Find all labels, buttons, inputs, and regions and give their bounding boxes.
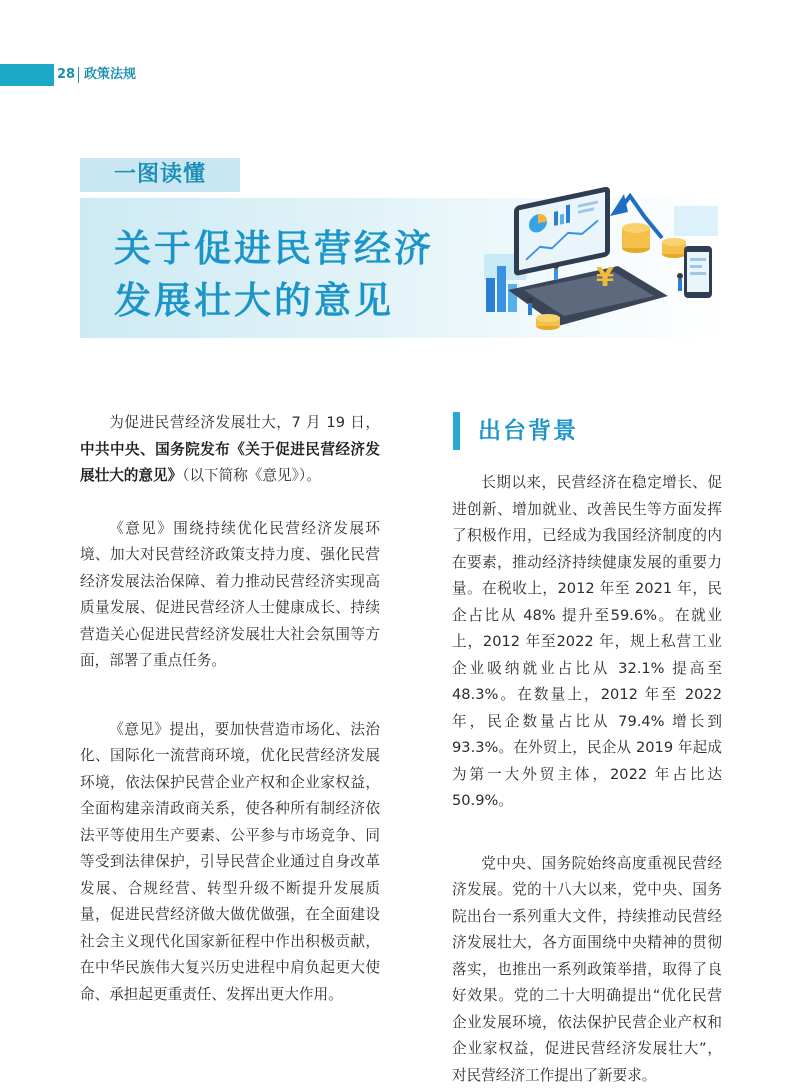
right-column — [452, 470, 722, 1089]
banner-tag: 一图读懂 — [80, 158, 240, 192]
section-title: 政策法规 — [84, 67, 137, 82]
section-heading: 出台背景 — [478, 418, 578, 444]
page-title-line1: 关于促进民营经济 — [114, 227, 434, 270]
body-paragraph-2: 《意见》围绕持续优化民营经济发展环境、加大对民营经济政策支持力度、强化民营经济发展法治保障、着力推动民营经济实现高质量发展、促进民营经济人士健康成长、持续营造关心促进民营经济发展壮大社会氛围等方面，部署了重点任务。 — [80, 519, 380, 669]
background-paragraph-2: 党中央、国务院始终高度重视民营经济发展。党的十八大以来，党中央、国务院出台一系列重大文件，持续推动民营经济发展壮大，各方面围绕中央精神的贯彻落实，也推出一系列政策举措，取得了良好效果。党的二十大明确提出“优化民营企业发展环境，依法保护民营企业产权和企业家权益，促进民营经济发展壮大”，对民营经济工作提出了新要求。 — [452, 854, 722, 1084]
body-paragraph-3: 《意见》提出，要加快营造市场化、法治化、国际化一流营商环境，优化民营经济发展环境，依法保护民营企业产权和企业家权益，全面构建亲清政商关系，使各种所有制经济依法平等使用生产要素、公平参与市场竞争、同等受到法律保护，引导民营企业通过自身改革发展、合规经营、转型升级不断提升发展质量，促进民营经济做大做优做强，在全面建设社会主义现代化国家新征程中作出积极贡献，在中华民族伟大复兴历史进程中肩负起更大使命、承担起更重责任、发挥出更大作用。 — [80, 720, 380, 1003]
svg-text:¥: ¥ — [596, 263, 615, 293]
intro-paragraph — [80, 410, 380, 490]
left-column — [80, 410, 380, 1008]
intro-emphasis: 中共中央、国务院发布《关于促进民营经济发展壮大的意见》 — [80, 440, 380, 484]
page-number: 28 — [57, 67, 76, 82]
background-paragraph-1: 长期以来，民营经济在稳定增长、促进创新、增加就业、改善民生等方面发挥了积极作用，已经成为我国经济制度的内在要素，推动经济持续健康发展的重要力量。在税收上，2012 年至 2021 年，民企占比从 48% 提升至59.6%。在就业上，2012 年至2022 年，规上私营工业企业吸纳就业占比从 32.1% 提高至 48.3%。在数量上，2012 年至 2022 年，民企数量占比从 79.4% 增长到 93.3%。在外贸上，民企从 2019 年起成为第一大外贸主体，2022 年占比达 50.9%。 — [452, 474, 722, 809]
section-heading-bar — [453, 412, 460, 450]
intro-note: （以下简称《意见》）。 — [182, 467, 321, 484]
page-title-line2: 发展壮大的意见 — [114, 279, 394, 322]
header-color-bar — [0, 64, 54, 86]
header-divider — [78, 67, 79, 83]
laptop-finance-illustration-icon — [478, 166, 728, 341]
intro-text: 为促进民营经济发展壮大，7 月 19 日， — [109, 414, 380, 431]
page-title — [114, 223, 434, 327]
